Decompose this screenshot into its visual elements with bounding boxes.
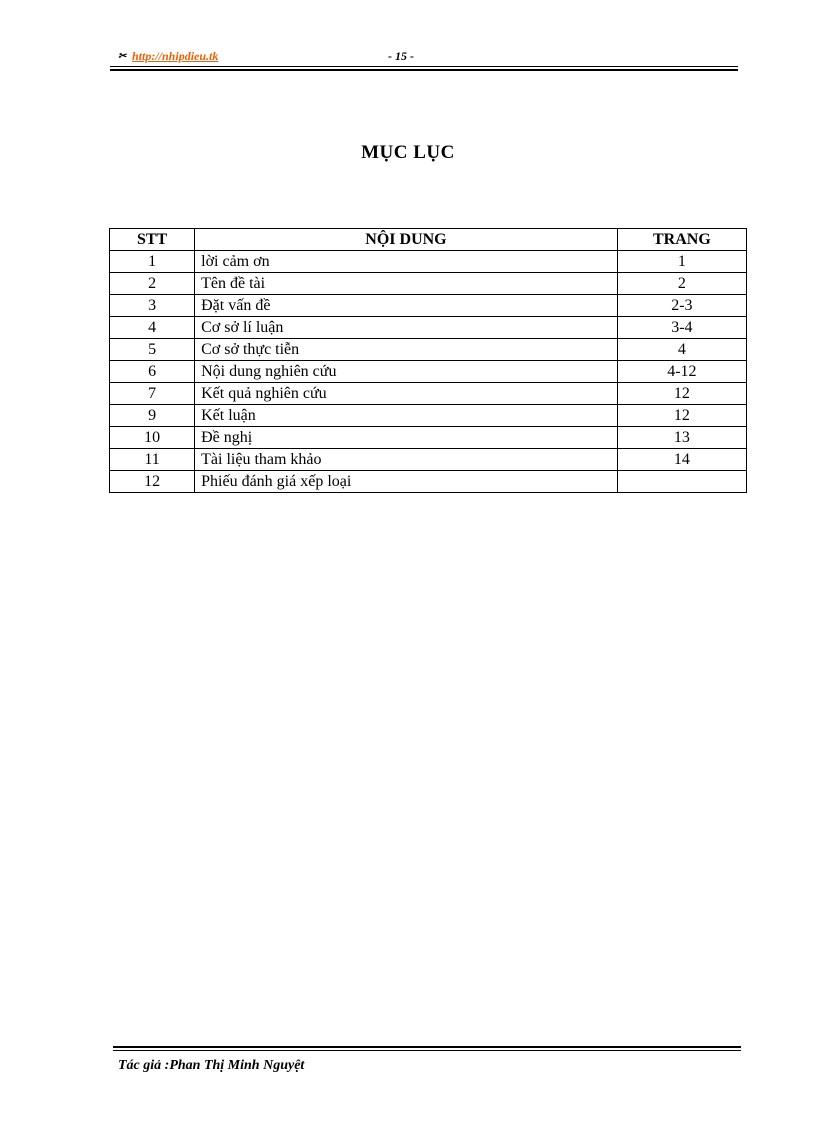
cell-stt: 11 bbox=[110, 449, 195, 471]
cell-content: Kết luận bbox=[195, 405, 618, 427]
cell-content: lời cảm ơn bbox=[195, 251, 618, 273]
column-header-page: TRANG bbox=[617, 229, 746, 251]
cell-page: 2 bbox=[617, 273, 746, 295]
cell-content: Cơ sở thực tiễn bbox=[195, 339, 618, 361]
table-row bbox=[110, 339, 747, 361]
cell-page: 13 bbox=[617, 427, 746, 449]
cell-content: Kết quả nghiên cứu bbox=[195, 383, 618, 405]
table-header-row bbox=[110, 229, 747, 251]
table-row bbox=[110, 317, 747, 339]
header-rule-bottom bbox=[110, 69, 738, 71]
cell-page: 14 bbox=[617, 449, 746, 471]
cell-stt: 2 bbox=[110, 273, 195, 295]
table-row bbox=[110, 273, 747, 295]
table-row bbox=[110, 361, 747, 383]
cell-stt: 5 bbox=[110, 339, 195, 361]
cell-content: Đặt vấn đề bbox=[195, 295, 618, 317]
table-row bbox=[110, 405, 747, 427]
cell-stt: 9 bbox=[110, 405, 195, 427]
page-title: MỤC LỤC bbox=[361, 142, 455, 163]
cell-page: 3-4 bbox=[617, 317, 746, 339]
cell-stt: 4 bbox=[110, 317, 195, 339]
scissors-icon: ✂ bbox=[118, 51, 127, 62]
cell-content: Tên đề tài bbox=[195, 273, 618, 295]
cell-stt: 10 bbox=[110, 427, 195, 449]
cell-page: 4-12 bbox=[617, 361, 746, 383]
cell-content: Đề nghị bbox=[195, 427, 618, 449]
cell-page: 12 bbox=[617, 405, 746, 427]
header-rule-top bbox=[110, 66, 738, 67]
cell-content: Tài liệu tham khảo bbox=[195, 449, 618, 471]
cell-stt: 7 bbox=[110, 383, 195, 405]
toc-table bbox=[109, 228, 747, 493]
table-row bbox=[110, 449, 747, 471]
cell-stt: 12 bbox=[110, 471, 195, 493]
column-header-stt: STT bbox=[110, 229, 195, 251]
table-row bbox=[110, 383, 747, 405]
table-row bbox=[110, 427, 747, 449]
table-row bbox=[110, 295, 747, 317]
cell-page: 1 bbox=[617, 251, 746, 273]
table-row bbox=[110, 471, 747, 493]
cell-page: 4 bbox=[617, 339, 746, 361]
cell-page bbox=[617, 471, 746, 493]
cell-stt: 6 bbox=[110, 361, 195, 383]
page-number: - 15 - bbox=[388, 49, 414, 63]
page-header bbox=[118, 48, 738, 66]
table-row bbox=[110, 251, 747, 273]
footer-rule-top bbox=[113, 1046, 741, 1048]
cell-page: 2-3 bbox=[617, 295, 746, 317]
footer-author: Tác giả :Phan Thị Minh Nguyệt bbox=[118, 1058, 305, 1073]
cell-page: 12 bbox=[617, 383, 746, 405]
footer-rule-bottom bbox=[113, 1050, 741, 1051]
cell-content: Nội dung nghiên cứu bbox=[195, 361, 618, 383]
column-header-content: NỘI DUNG bbox=[195, 229, 618, 251]
cell-content: Cơ sở lí luận bbox=[195, 317, 618, 339]
cell-content: Phiếu đánh giá xếp loại bbox=[195, 471, 618, 493]
cell-stt: 1 bbox=[110, 251, 195, 273]
cell-stt: 3 bbox=[110, 295, 195, 317]
header-link[interactable]: http://nhipdieu.tk bbox=[132, 49, 219, 63]
